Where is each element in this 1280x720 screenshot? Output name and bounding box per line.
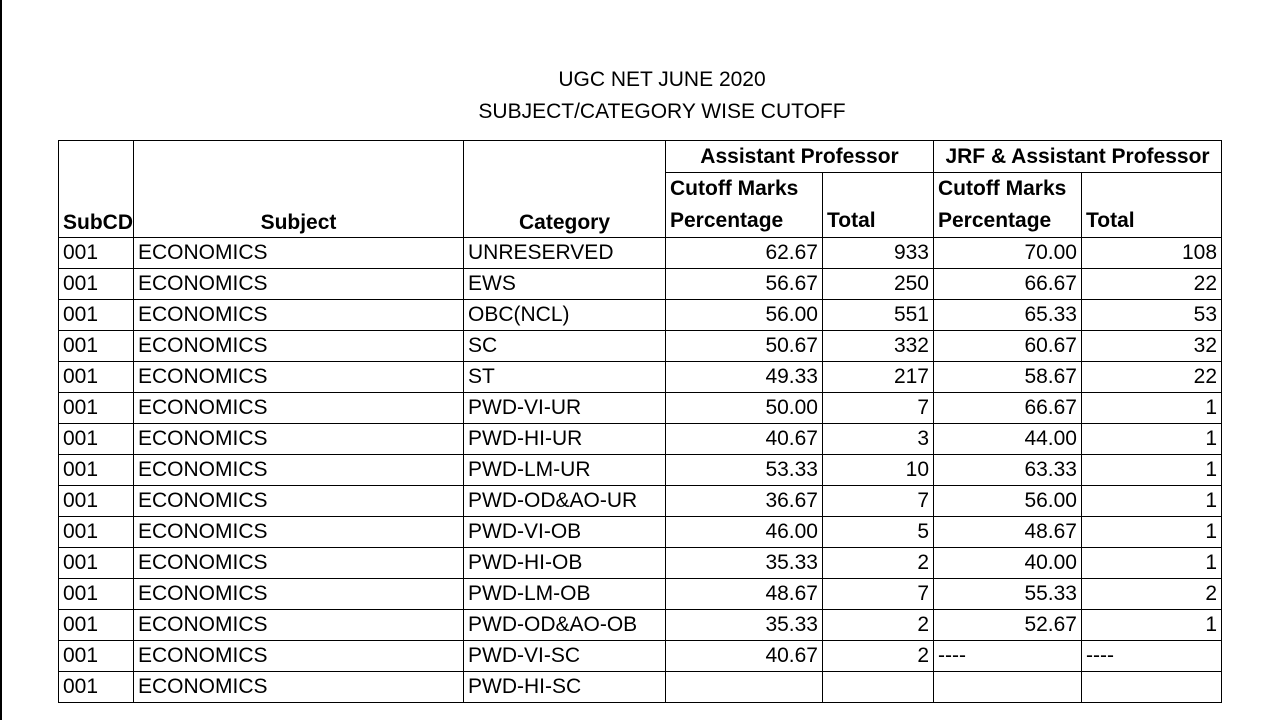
- header-cutoff-line1: Cutoff Marks: [938, 177, 1067, 200]
- table-body: [59, 238, 1222, 703]
- cell-ap-total: 7: [823, 393, 934, 424]
- cell-category: PWD-OD&AO-OB: [464, 610, 666, 641]
- cell-jrf-cutoff-percentage: 56.00: [934, 486, 1082, 517]
- cell-subcd: 001: [59, 548, 134, 579]
- cell-jrf-cutoff-percentage: 60.67: [934, 331, 1082, 362]
- cell-ap-total: 3: [823, 424, 934, 455]
- table-row: [59, 238, 1222, 269]
- cell-jrf-total: 53: [1082, 300, 1222, 331]
- cell-subcd: 001: [59, 455, 134, 486]
- cell-subject: ECONOMICS: [134, 641, 464, 672]
- header-cutoff-line1: Cutoff Marks: [670, 177, 799, 200]
- cell-category: PWD-VI-UR: [464, 393, 666, 424]
- cell-subject: ECONOMICS: [134, 300, 464, 331]
- cell-jrf-cutoff-percentage: 48.67: [934, 517, 1082, 548]
- header-group-assistant-professor: Assistant Professor: [666, 141, 934, 173]
- cell-jrf-cutoff-percentage: 52.67: [934, 610, 1082, 641]
- cell-ap-total: 2: [823, 641, 934, 672]
- table-row: [59, 579, 1222, 610]
- header-ap-cutoff-percentage: [666, 173, 823, 238]
- cell-jrf-total: 32: [1082, 331, 1222, 362]
- cell-jrf-cutoff-percentage: 70.00: [934, 238, 1082, 269]
- header-cutoff-line2: Percentage: [938, 209, 1052, 232]
- cell-category: PWD-LM-OB: [464, 579, 666, 610]
- header-category: Category: [464, 141, 666, 238]
- cell-jrf-total: 1: [1082, 610, 1222, 641]
- cell-ap-cutoff-percentage: [666, 672, 823, 703]
- cell-ap-cutoff-percentage: 46.00: [666, 517, 823, 548]
- table-row: [59, 362, 1222, 393]
- cell-subject: ECONOMICS: [134, 362, 464, 393]
- cell-subject: ECONOMICS: [134, 393, 464, 424]
- cell-category: OBC(NCL): [464, 300, 666, 331]
- table-row: [59, 610, 1222, 641]
- cell-jrf-cutoff-percentage: 63.33: [934, 455, 1082, 486]
- cell-category: PWD-OD&AO-UR: [464, 486, 666, 517]
- cell-ap-total: 217: [823, 362, 934, 393]
- cell-jrf-total: 1: [1082, 455, 1222, 486]
- cell-ap-total: [823, 672, 934, 703]
- cutoff-table: [58, 140, 1222, 703]
- cell-subject: ECONOMICS: [134, 424, 464, 455]
- cell-jrf-cutoff-percentage: 66.67: [934, 269, 1082, 300]
- cell-subject: ECONOMICS: [134, 517, 464, 548]
- cell-subject: ECONOMICS: [134, 455, 464, 486]
- table-row: [59, 455, 1222, 486]
- cell-category: PWD-HI-UR: [464, 424, 666, 455]
- cell-jrf-total: ----: [1082, 641, 1222, 672]
- cell-ap-total: 250: [823, 269, 934, 300]
- table-row: [59, 269, 1222, 300]
- table-row: [59, 300, 1222, 331]
- cell-subcd: 001: [59, 579, 134, 610]
- cell-ap-cutoff-percentage: 49.33: [666, 362, 823, 393]
- cell-jrf-total: 108: [1082, 238, 1222, 269]
- cell-subject: ECONOMICS: [134, 331, 464, 362]
- cell-ap-cutoff-percentage: 56.00: [666, 300, 823, 331]
- cell-jrf-cutoff-percentage: 40.00: [934, 548, 1082, 579]
- header-cutoff-line2: Percentage: [670, 209, 784, 232]
- cell-subject: ECONOMICS: [134, 672, 464, 703]
- cell-category: PWD-HI-SC: [464, 672, 666, 703]
- cell-ap-total: 2: [823, 548, 934, 579]
- cell-subject: ECONOMICS: [134, 579, 464, 610]
- cell-category: ST: [464, 362, 666, 393]
- cell-ap-cutoff-percentage: 35.33: [666, 610, 823, 641]
- cell-subject: ECONOMICS: [134, 238, 464, 269]
- cell-jrf-cutoff-percentage: 58.67: [934, 362, 1082, 393]
- cell-ap-total: 933: [823, 238, 934, 269]
- cell-category: PWD-VI-OB: [464, 517, 666, 548]
- document-subtitle: SUBJECT/CATEGORY WISE CUTOFF: [478, 100, 846, 123]
- cell-jrf-total: 1: [1082, 548, 1222, 579]
- cell-subcd: 001: [59, 610, 134, 641]
- cell-jrf-cutoff-percentage: ----: [934, 641, 1082, 672]
- cell-ap-total: 332: [823, 331, 934, 362]
- cell-subcd: 001: [59, 424, 134, 455]
- cell-ap-total: 10: [823, 455, 934, 486]
- header-jrf-cutoff-percentage: [934, 173, 1082, 238]
- cell-subcd: 001: [59, 672, 134, 703]
- cell-jrf-total: 22: [1082, 362, 1222, 393]
- cell-ap-cutoff-percentage: 56.67: [666, 269, 823, 300]
- header-ap-total: Total: [823, 173, 934, 238]
- cell-ap-total: 551: [823, 300, 934, 331]
- table-row: [59, 486, 1222, 517]
- cell-ap-cutoff-percentage: 48.67: [666, 579, 823, 610]
- cell-jrf-total: 1: [1082, 393, 1222, 424]
- table-row: [59, 424, 1222, 455]
- table-row: [59, 517, 1222, 548]
- cell-ap-total: 7: [823, 486, 934, 517]
- cell-jrf-total: 22: [1082, 269, 1222, 300]
- cell-jrf-total: 1: [1082, 424, 1222, 455]
- cell-jrf-total: 1: [1082, 486, 1222, 517]
- table-row: [59, 672, 1222, 703]
- header-jrf-total: Total: [1082, 173, 1222, 238]
- cell-jrf-cutoff-percentage: [934, 672, 1082, 703]
- cell-subcd: 001: [59, 486, 134, 517]
- cell-subcd: 001: [59, 269, 134, 300]
- cell-jrf-cutoff-percentage: 55.33: [934, 579, 1082, 610]
- cell-ap-cutoff-percentage: 36.67: [666, 486, 823, 517]
- table-row: [59, 548, 1222, 579]
- cell-jrf-cutoff-percentage: 66.67: [934, 393, 1082, 424]
- cell-subcd: 001: [59, 300, 134, 331]
- cell-subcd: 001: [59, 331, 134, 362]
- cell-category: UNRESERVED: [464, 238, 666, 269]
- cell-ap-cutoff-percentage: 40.67: [666, 424, 823, 455]
- cell-ap-cutoff-percentage: 53.33: [666, 455, 823, 486]
- cell-subcd: 001: [59, 238, 134, 269]
- cell-subject: ECONOMICS: [134, 486, 464, 517]
- cell-subcd: 001: [59, 393, 134, 424]
- cell-subcd: 001: [59, 362, 134, 393]
- cell-subcd: 001: [59, 517, 134, 548]
- cell-jrf-total: 1: [1082, 517, 1222, 548]
- cell-jrf-total: [1082, 672, 1222, 703]
- cell-category: PWD-HI-OB: [464, 548, 666, 579]
- table-row: [59, 393, 1222, 424]
- cell-category: EWS: [464, 269, 666, 300]
- cell-ap-cutoff-percentage: 50.67: [666, 331, 823, 362]
- cell-subject: ECONOMICS: [134, 269, 464, 300]
- cell-category: PWD-LM-UR: [464, 455, 666, 486]
- cell-subcd: 001: [59, 641, 134, 672]
- table-row: [59, 331, 1222, 362]
- cell-subject: ECONOMICS: [134, 610, 464, 641]
- cell-ap-total: 5: [823, 517, 934, 548]
- cell-ap-cutoff-percentage: 62.67: [666, 238, 823, 269]
- cell-category: PWD-VI-SC: [464, 641, 666, 672]
- cell-ap-cutoff-percentage: 40.67: [666, 641, 823, 672]
- cell-ap-total: 7: [823, 579, 934, 610]
- cell-subject: ECONOMICS: [134, 548, 464, 579]
- cell-jrf-cutoff-percentage: 44.00: [934, 424, 1082, 455]
- cell-jrf-cutoff-percentage: 65.33: [934, 300, 1082, 331]
- table-row: [59, 641, 1222, 672]
- header-subject: Subject: [134, 141, 464, 238]
- cell-ap-cutoff-percentage: 35.33: [666, 548, 823, 579]
- document-title: UGC NET JUNE 2020: [558, 68, 766, 91]
- header-group-jrf-assistant-professor: JRF & Assistant Professor: [934, 141, 1222, 173]
- cell-ap-cutoff-percentage: 50.00: [666, 393, 823, 424]
- cell-jrf-total: 2: [1082, 579, 1222, 610]
- cell-ap-total: 2: [823, 610, 934, 641]
- header-subcd: SubCD: [59, 141, 134, 238]
- cell-category: SC: [464, 331, 666, 362]
